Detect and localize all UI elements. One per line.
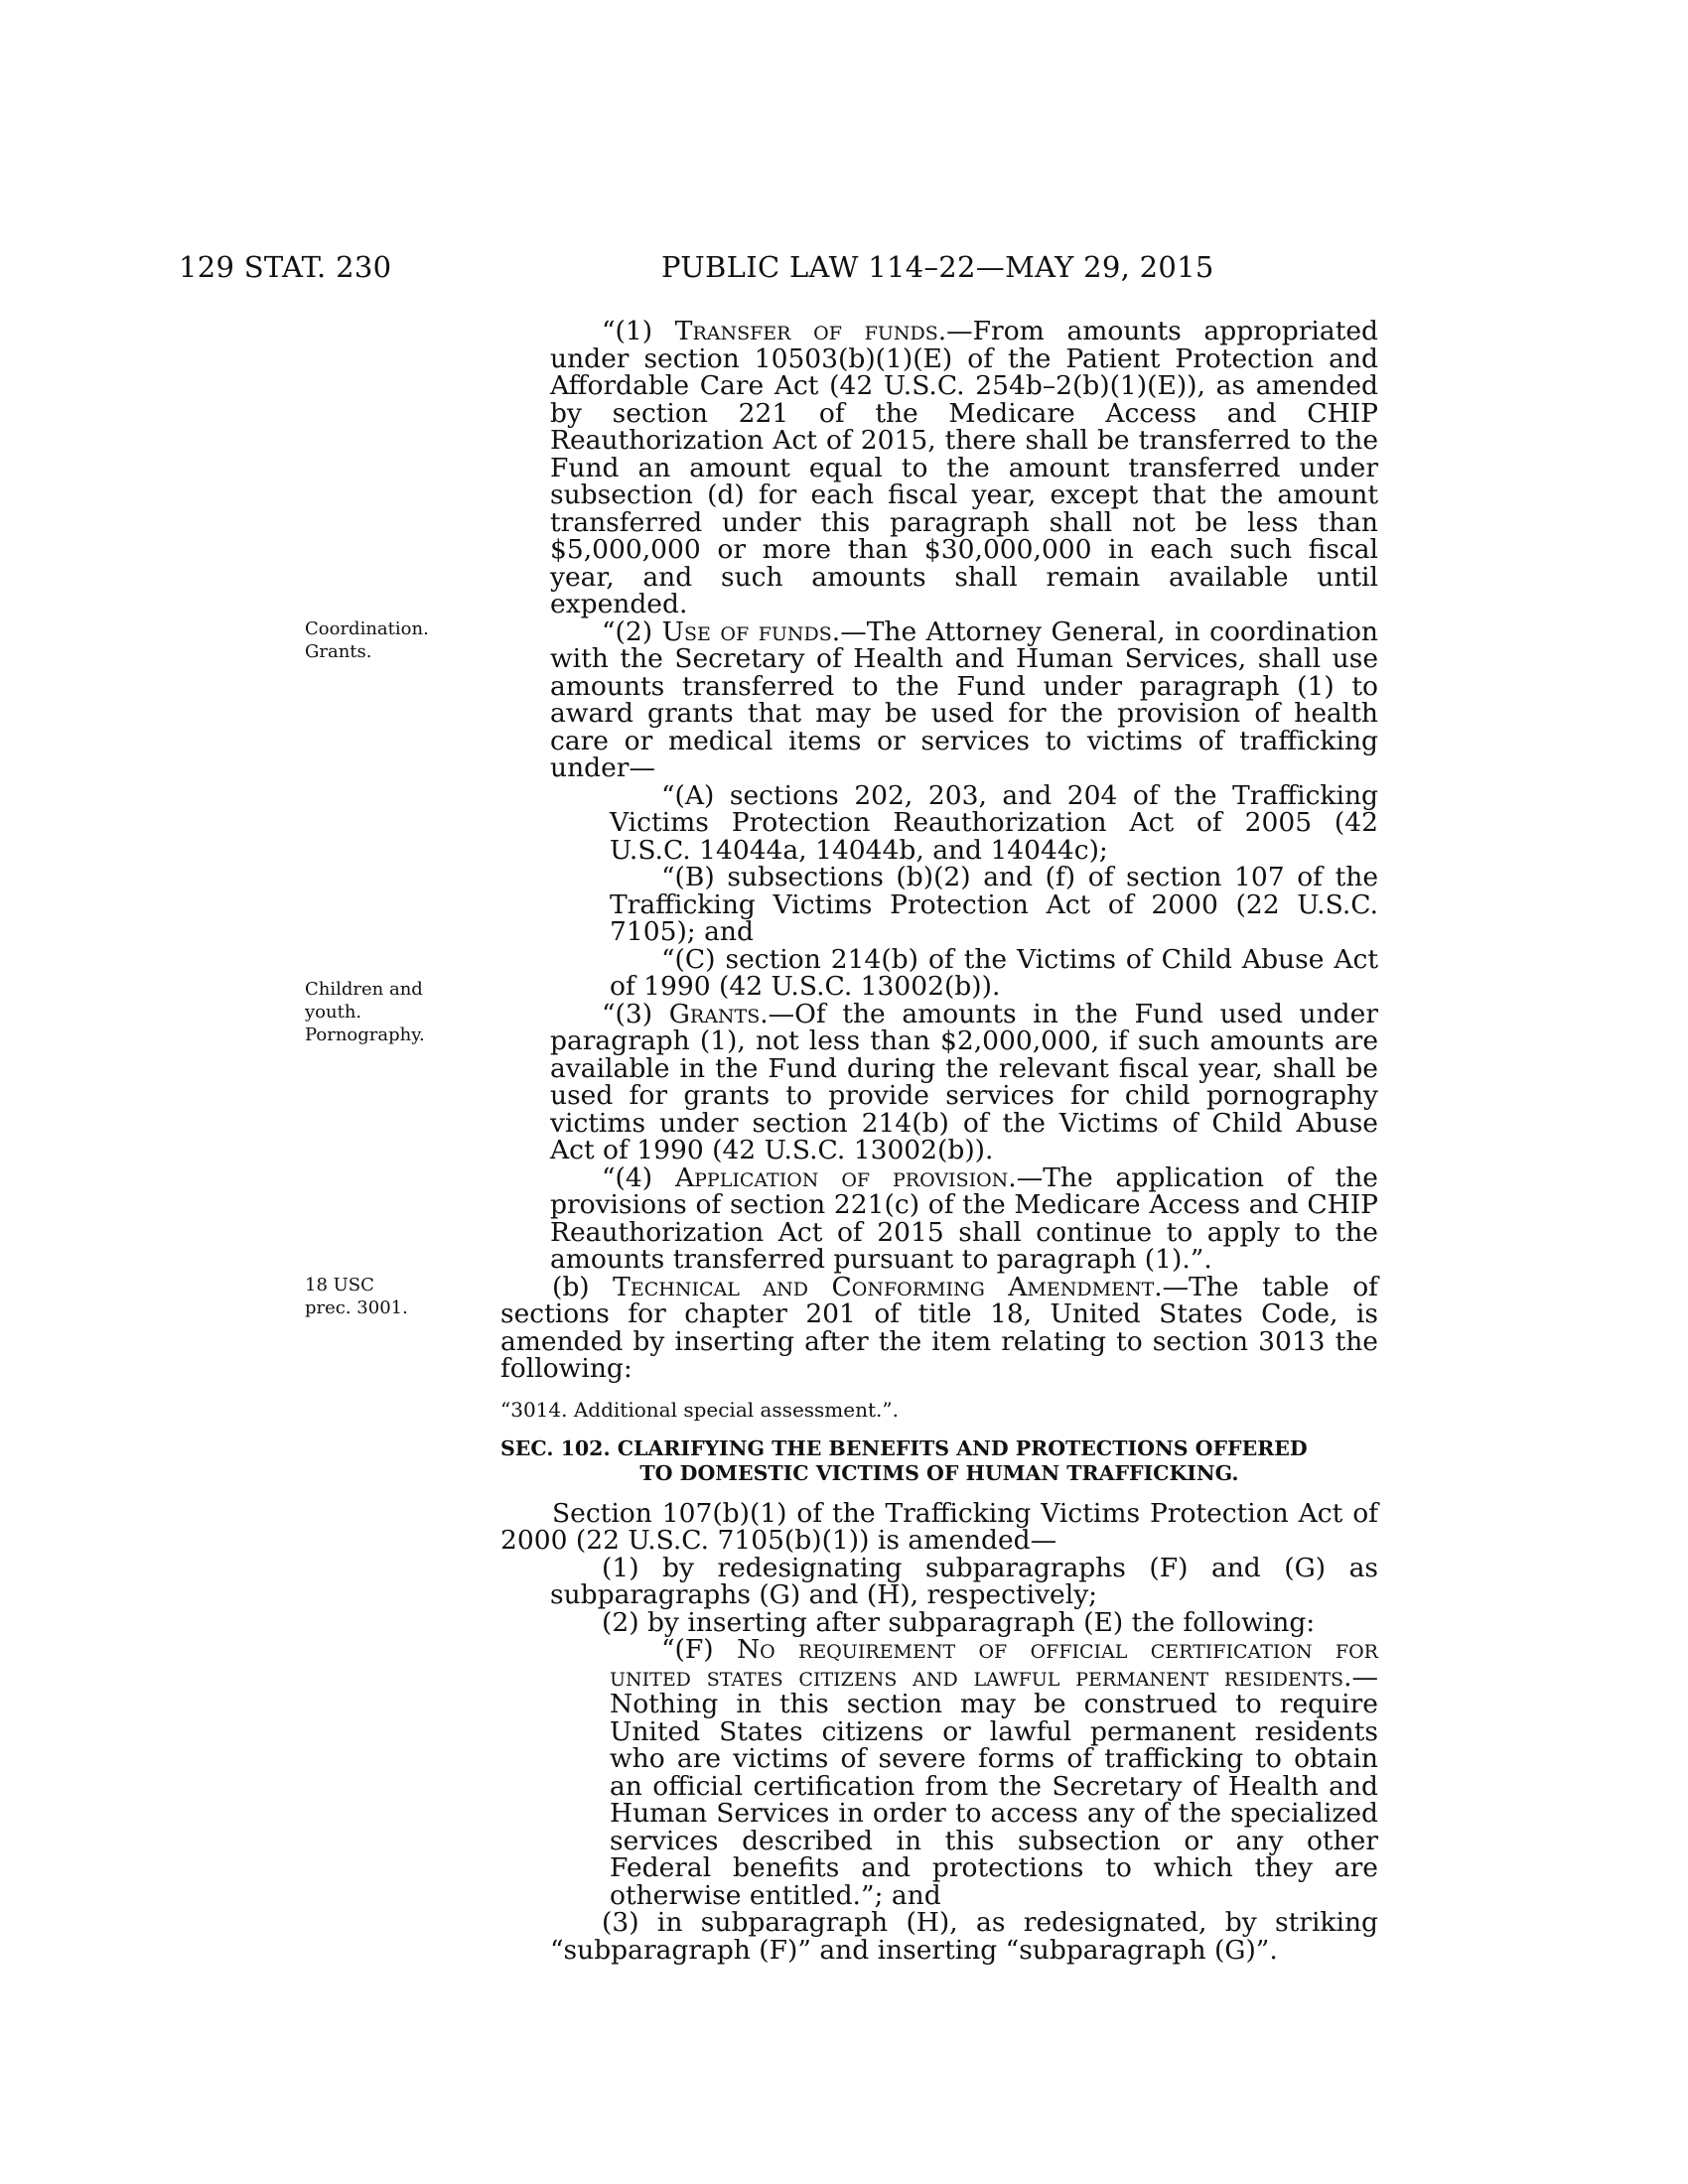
margin-note-line: Children and [305, 979, 423, 1000]
paragraph-number: “(2) [602, 615, 662, 647]
paragraph-text: .—Nothing in this section may be construed to require United States citizens or lawful permanent residents who are victims of severe forms of trafficking to obtain an official certification from the Secretary of Health and Human Services in order to access any of the specialized services described in this subsection or any other Federal benefits and protections to which they are otherwise entitled.”; and [610, 1661, 1378, 1911]
paragraph-2 [500, 615, 1378, 783]
margin-note-line: Pornography. [305, 1024, 425, 1045]
paragraph-heading: Transfer of funds [674, 316, 938, 346]
section-heading-line-2: TO DOMESTIC VICTIMS OF HUMAN TRAFFICKING. [639, 1460, 1239, 1485]
amendment-3: (3) in subparagraph (H), as redesignated, by striking “subparagraph (F)” and inserting “subparagraph (G)”. [550, 1907, 1378, 1966]
subparagraph-c: “(C) section 214(b) of the Victims of Child Abuse Act of 1990 (42 U.S.C. 13002(b)). [610, 943, 1378, 1002]
paragraph-text: .—The application of the provisions of section 221(c) of the Medicare Access and CHIP Reauthorization Act of 2015 shall continue to apply to the amounts transferred pursuant to paragraph (1).”. [550, 1161, 1378, 1275]
paragraph-text: .—Of the amounts in the Fund used under paragraph (1), not less than $2,000,000, if such amounts are available in the Fund during the relevant fiscal year, shall be used for grants to provide services for child pornography victims under section 214(b) of the Victims of Child Abuse Act of 1990 (42 U.S.C. 13002(b)). [550, 998, 1378, 1165]
subparagraph-f [500, 1636, 1378, 1909]
section-heading: SEC. 102. CLARIFYING THE BENEFITS AND PROTECTIONS OFFERED [500, 1435, 1308, 1460]
paragraph-heading: Application of provision [675, 1161, 1009, 1193]
page-title: PUBLIC LAW 114–22—MAY 29, 2015 [661, 250, 1214, 284]
paragraph-1 [500, 318, 1378, 618]
paragraph-number: “(3) [602, 998, 669, 1029]
margin-note-line: Grants. [305, 641, 372, 662]
table-item-3014: “3014. Additional special assessment.”. [500, 1397, 899, 1422]
paragraph-3 [500, 998, 1378, 1165]
paragraph-heading: Technical and Conforming Amendment [613, 1271, 1155, 1302]
paragraph-heading: Grants [668, 998, 761, 1029]
margin-note-children [305, 978, 425, 1046]
paragraph-text: .—The Attorney General, in coordination with the Secretary of Health and Human Services, shall use amounts transferred to the Fund under paragraph (1) to award grants that may be used for the provision of health care or medical items or services to victims of trafficking under— [550, 615, 1378, 783]
paragraph-heading: Use of funds [661, 615, 832, 647]
margin-note-line: youth. [305, 1002, 362, 1023]
amendment-2: (2) by inserting after subparagraph (E) the following: [602, 1606, 1316, 1638]
paragraph-text: .—From amounts appropriated under section 10503(b)(1)(E) of the Patient Protection and Affordable Care Act (42 U.S.C. 254b–2(b)(1)(E)), as amended by section 221 of the Medicare Access and CHIP Reauthorization Act of 2015, there shall be transferred to the Fund an amount equal to the amount transferred under subsection (d) for each fiscal year, except that the amount transferred under this paragraph shall not be less than $5,000,000 or more than $30,000,000 in each such fiscal year, and such amounts shall remain available until expended. [550, 316, 1378, 619]
body-text [500, 318, 1378, 1964]
paragraph-4 [500, 1161, 1378, 1275]
section-102-intro: Section 107(b)(1) of the Trafficking Victims Protection Act of 2000 (22 U.S.C. 7105(b)(1)) is amended— [500, 1497, 1378, 1556]
amendment-1: (1) by redesignating subparagraphs (F) and (G) as subparagraphs (G) and (H), respectively; [550, 1552, 1378, 1610]
paragraph-text: .—The table of sections for chapter 201 of title 18, United States Code, is amended by inserting after the item relating to section 3013 the following: [500, 1271, 1378, 1384]
margin-note-line: prec. 3001. [305, 1297, 408, 1318]
margin-note-line: 18 USC [305, 1275, 374, 1296]
margin-note-coordination [305, 617, 429, 663]
paragraph-heading: No requirement of official certification for united states citizens and lawful permanent residents [610, 1634, 1378, 1693]
subparagraph-a: “(A) sections 202, 203, and 204 of the Trafficking Victims Protection Reauthorization Act of 2005 (42 U.S.C. 14044a, 14044b, and 14044c); [610, 779, 1378, 866]
margin-note-usc [305, 1274, 408, 1319]
paragraph-number: “(1) [602, 316, 675, 346]
statute-page-number: 129 STAT. 230 [179, 250, 392, 284]
paragraph-number: (b) [552, 1271, 614, 1302]
paragraph-number: “(4) [602, 1161, 675, 1193]
margin-note-line: Coordination. [305, 618, 429, 639]
paragraph-number: “(F) [661, 1634, 737, 1665]
subsection-b [500, 1271, 1378, 1384]
subparagraph-b: “(B) subsections (b)(2) and (f) of section 107 of the Trafficking Victims Protection Act of 2000 (22 U.S.C. 7105); and [610, 862, 1378, 947]
